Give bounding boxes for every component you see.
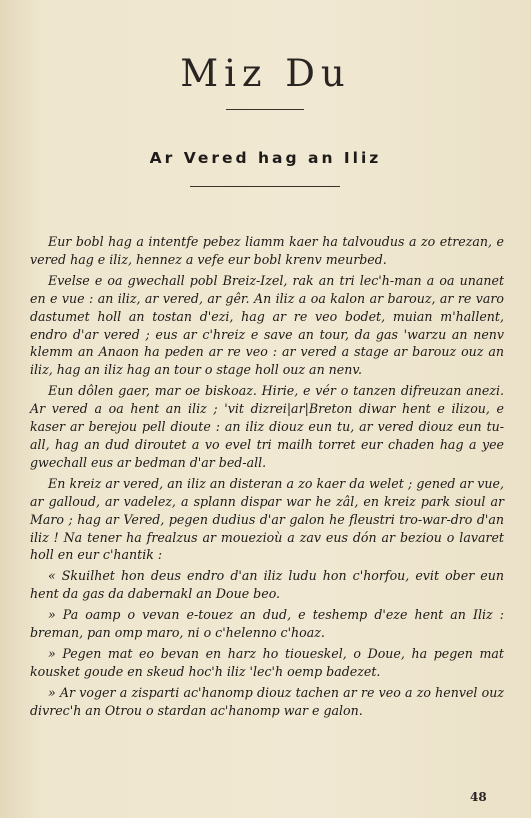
paragraph: » Ar voger a zisparti ac'hanomp diouz tachen ar re veo a zo henvel ouz divrec'h an Otrou o stardan ac'hanomp war e galon.	[30, 684, 504, 718]
section-subtitle: Ar Vered hag an Iliz	[149, 149, 382, 167]
paragraph: » Pegen mat eo bevan en harz ho tioueskel, o Doue, ha pegen mat kousket goude en skeud hoc'h iliz 'lec'h oemp badezet.	[30, 645, 504, 679]
divider-top	[226, 109, 304, 110]
paragraph: » Pa oamp o vevan e-touez an dud, e teshemp d'eze hent an Iliz : breman, pan omp maro, ni o c'helenno c'hoaz.	[30, 607, 504, 641]
paragraph: Evelse e oa gwechall pobl Breiz-Izel, rak an tri lec'h-man a oa unanet en e vue : an iliz, ar vered, ar gêr. An iliz a oa kalon ar barouz, ar re varo dastumet holl an tostan d'ezi, hag ar re veo bodet, muian m'hallent, endro d'ar vered ; eus ar c'hreiz e save an tour, da gas 'warzu an nenv klemm an Anaon ha peden ar re veo : ar vered a stage ar barouz ouz an iliz, hag an iliz hag an tour o stage holl ouz an nenv.	[30, 272, 504, 378]
paragraph: Eur bobl hag a intentfe pebez liamm kaer ha talvoudus a zo etrezan, e vered hag e iliz, hennez a vefe eur bobl krenv meurbed.	[30, 234, 504, 267]
body-text	[30, 233, 504, 723]
page-number: 48	[470, 790, 487, 804]
paragraph: « Skuilhet hon deus endro d'an iliz ludu hon c'horfou, evit ober eun hent da gas da dabernakl an Doue beo.	[30, 568, 504, 602]
paragraph: En kreiz ar vered, an iliz an disteran a zo kaer da welet ; gened ar vue, ar galloud, ar vadelez, a splann dispar war he zâl, en kreiz park sioul ar Maro ; hag ar Vered, pegen dudius d'ar galon he fleustri tro-war-dro d'an iliz ! Na tener ha frealzus ar mouezioù a zav eus dón ar beziou o lavaret holl en eur c'hantik :	[30, 475, 504, 563]
chapter-title: Miz Du	[180, 52, 351, 95]
divider-bottom	[190, 186, 340, 187]
paragraph: Eun dôlen gaer, mar oe biskoaz. Hirie, e vér o tanzen difreuzan anezi. Ar vered a oa hent an iliz ; 'vit dizrei|ar|Breton diwar hent e ilizou, e kaser ar berejou pell dioute : an iliz diouz eun tu, ar vered diouz eun tu-all, hag an dud diroutet a vo evel tri mailh torret eur chaden hag a yee gwechall eus ar bedman d'ar bed-all.	[30, 383, 504, 470]
